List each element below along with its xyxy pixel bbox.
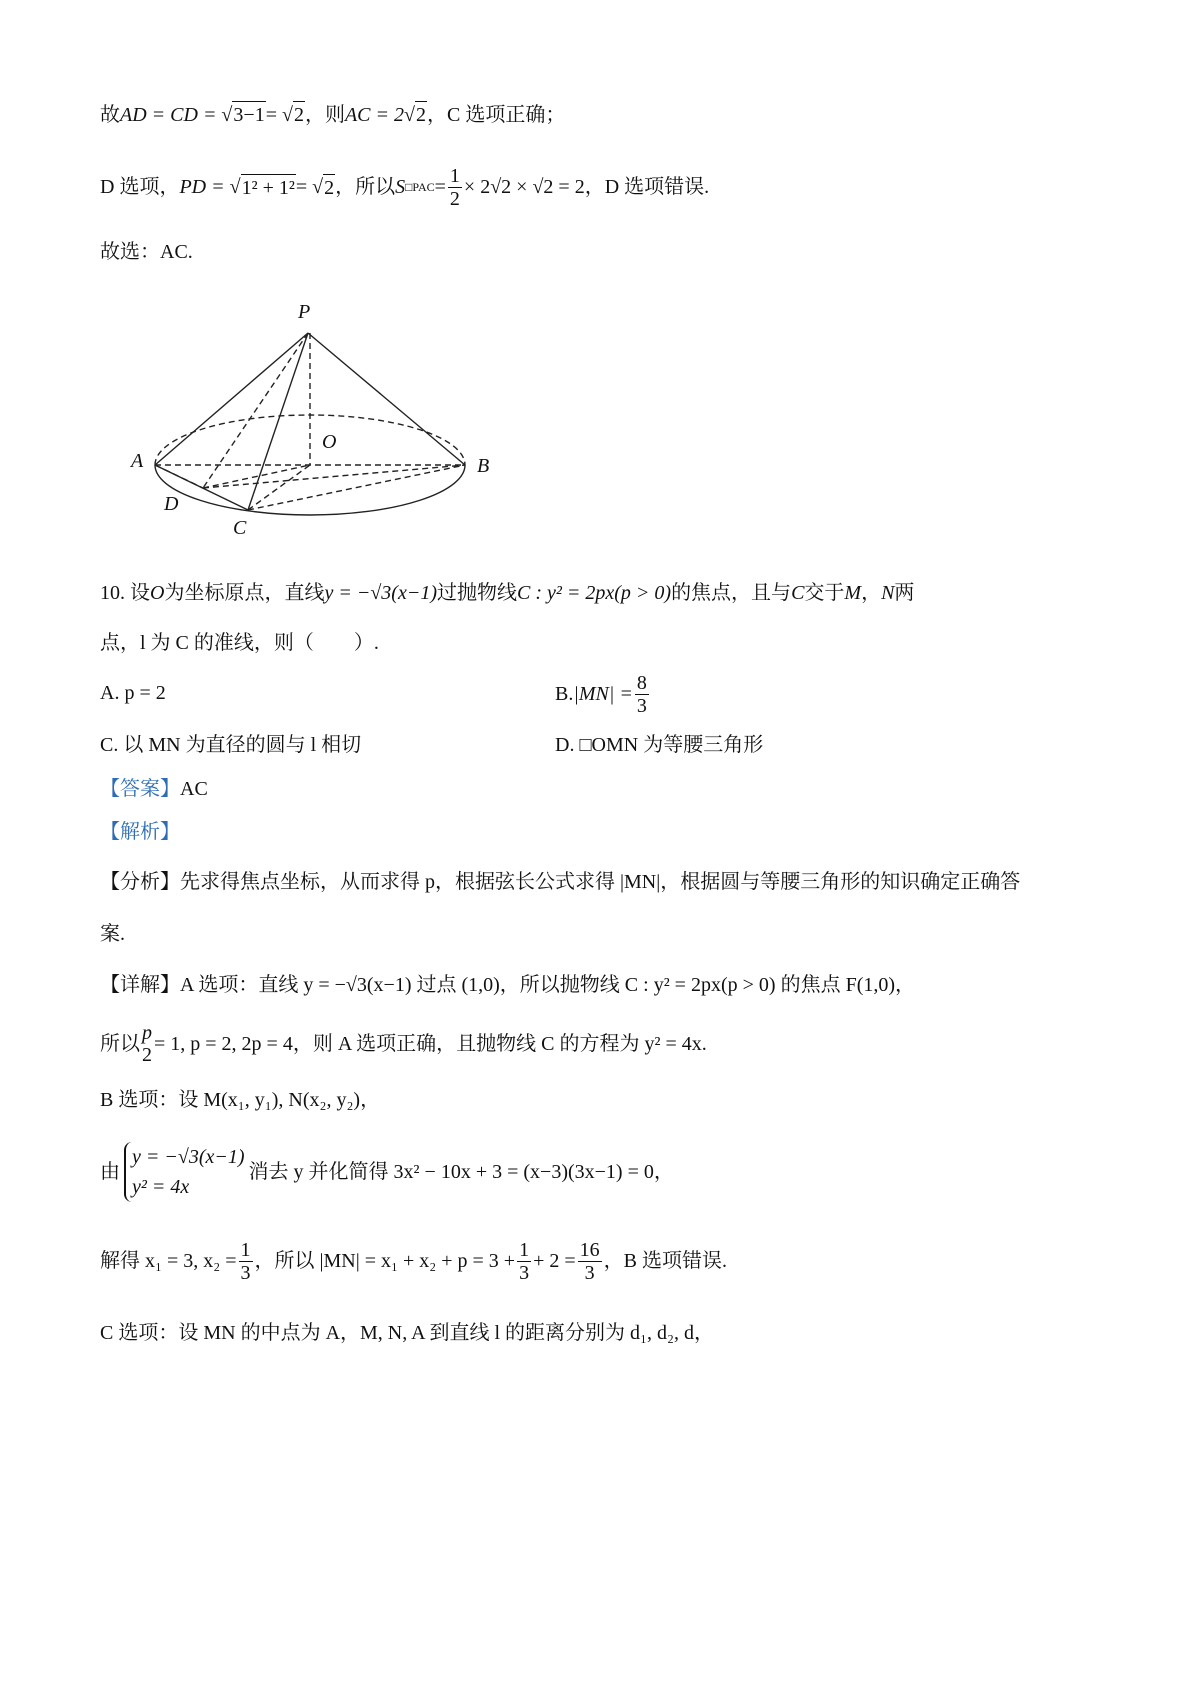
text: ，所以 |MN| = x₁ + x₂ + p = 3 + <box>254 1250 516 1272</box>
conclusion-line: 故选：AC. <box>100 241 193 263</box>
math: S <box>395 176 406 198</box>
label-d: D <box>164 493 179 515</box>
label-b: B <box>477 455 490 477</box>
answer-line <box>100 776 208 802</box>
den: 2 <box>449 187 460 210</box>
fenxi-tag: 【分析】 <box>100 871 180 893</box>
line-b: B 选项：设 M(x₁, y₁), N(x₂, y₂)， <box>100 1089 381 1111</box>
ellipse-front <box>155 465 465 515</box>
math: 2 <box>415 101 427 128</box>
math: 2 <box>293 101 305 128</box>
label-c: C <box>233 517 247 539</box>
detail-line <box>100 972 915 998</box>
cone-figure <box>0 290 560 550</box>
question-10-line2: 点，l 为 C 的准线，则（ ）. <box>100 632 379 654</box>
math: = <box>434 176 446 198</box>
question-10-line1 <box>100 580 914 606</box>
equation-system <box>124 1142 245 1202</box>
text: ，则 <box>304 103 345 126</box>
text: ，所以 <box>335 176 396 198</box>
option-d: D. □OMN 为等腰三角形 <box>555 734 764 756</box>
math: 3−1 <box>232 101 265 128</box>
fenxi-line <box>100 869 1020 895</box>
text: 为坐标原点，直线 <box>164 582 325 604</box>
text: 消去 y 并化简得 3x² − 10x + 3 = (x−3)(3x−1) = 0， <box>248 1161 674 1183</box>
math: □PAC <box>405 180 435 194</box>
num: 16 <box>579 1238 600 1261</box>
text: 两 <box>894 582 915 604</box>
answer-value: AC <box>180 778 208 800</box>
math: M <box>844 582 862 604</box>
fraction <box>239 1239 253 1284</box>
label: B. <box>555 683 574 705</box>
label-a: A <box>131 450 144 472</box>
math: × 2√2 × √2 = 2 <box>463 176 585 198</box>
text: + 2 = <box>533 1250 576 1272</box>
text: D 选项， <box>100 176 180 198</box>
analysis-tag: 【解析】 <box>100 821 180 843</box>
math: C <box>791 582 805 604</box>
label-o: O <box>322 431 337 453</box>
text: ， <box>861 582 882 604</box>
fraction <box>142 1022 152 1066</box>
den: 3 <box>519 1261 530 1284</box>
math: C : y² = 2px(p > 0) <box>517 582 672 604</box>
label-p: P <box>298 301 311 323</box>
num: 1 <box>449 164 460 187</box>
math: N <box>881 582 895 604</box>
fraction <box>578 1239 602 1284</box>
option-b <box>555 670 651 718</box>
den: 3 <box>636 694 647 717</box>
fraction <box>635 672 649 717</box>
text: ，D 选项错误. <box>584 176 710 198</box>
text: = 1, p = 2, 2p = 4，则 A 选项正确，且抛物线 C 的方程为 y² = 4x. <box>154 1033 707 1055</box>
den: 3 <box>240 1261 251 1284</box>
math: = √ <box>265 103 293 126</box>
line-c: C 选项：设 MN 的中点为 A，M, N, A 到直线 l 的距离分别为 d₁, d₂, d， <box>100 1322 714 1344</box>
line-solution <box>100 1237 727 1285</box>
text: 所以 <box>100 1033 140 1055</box>
math: AD = CD = √ <box>120 103 233 126</box>
math: AC = 2√ <box>344 103 415 126</box>
fraction <box>448 165 462 210</box>
text: ，B 选项错误. <box>603 1250 727 1272</box>
eq1: y = −√3(x−1) <box>132 1146 245 1168</box>
text: A 选项：直线 y = −√3(x−1) 过点 (1,0)，所以抛物线 C : y² = 2px(p > 0) 的焦点 F(1,0)， <box>180 974 916 996</box>
math: y = −√3(x−1) <box>324 582 437 604</box>
text: 故 <box>100 103 120 126</box>
text: ，C 选项正确； <box>427 103 566 126</box>
math: |MN| = <box>573 683 633 705</box>
detail-tag: 【详解】 <box>100 974 180 996</box>
num: 8 <box>636 671 647 694</box>
answer-tag: 【答案】 <box>100 778 180 800</box>
text: 10. 设 <box>100 582 150 604</box>
line-p <box>100 1020 707 1068</box>
math: PD = √ <box>179 176 241 198</box>
line-ad-cd <box>100 101 565 128</box>
num: p <box>142 1022 152 1044</box>
text: 解得 x₁ = 3, x₂ = <box>100 1250 237 1272</box>
option-a: A. p = 2 <box>100 682 166 704</box>
text: 先求得焦点坐标，从而求得 p，根据弦长公式求得 |MN|，根据圆与等腰三角形的知识确定正确答 <box>180 871 1021 893</box>
text: 过抛物线 <box>437 582 517 604</box>
text: 的焦点，且与 <box>671 582 792 604</box>
line-option-d <box>100 163 709 211</box>
text: 交于 <box>804 582 845 604</box>
line-system <box>100 1142 674 1202</box>
den: 3 <box>584 1261 595 1284</box>
fraction <box>517 1239 531 1284</box>
math: 1² + 1² <box>241 174 296 201</box>
math: 2 <box>323 174 335 201</box>
num: 1 <box>519 1238 530 1261</box>
math: O <box>150 582 165 604</box>
den: 2 <box>142 1044 152 1066</box>
fenxi-cont: 案. <box>100 923 125 945</box>
option-c: C. 以 MN 为直径的圆与 l 相切 <box>100 734 362 756</box>
text: 由 <box>100 1161 120 1183</box>
math: = √ <box>295 176 324 198</box>
eq2: y² = 4x <box>132 1176 190 1198</box>
num: 1 <box>240 1238 251 1261</box>
